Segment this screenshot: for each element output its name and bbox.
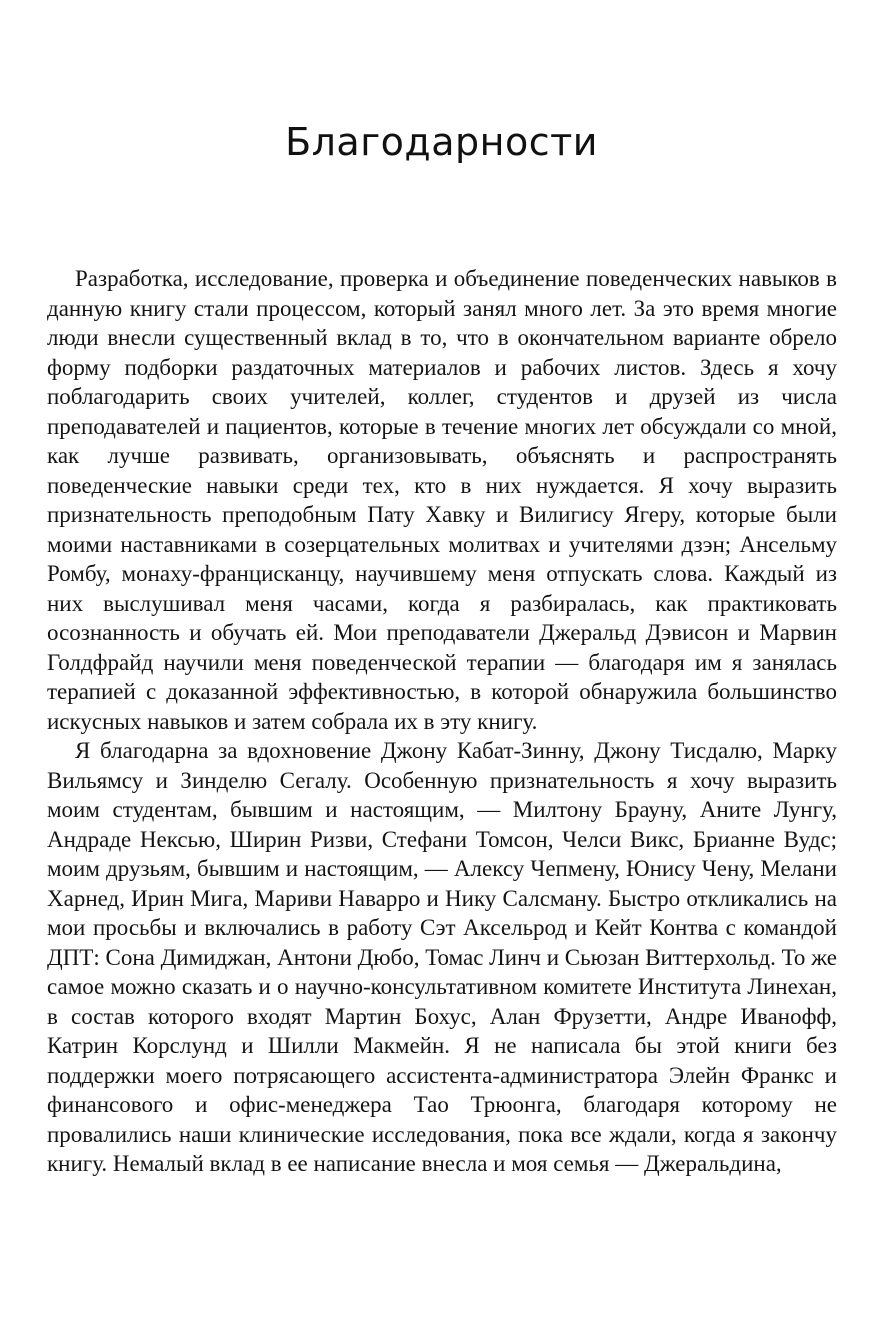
body-text [47, 264, 837, 1179]
paragraph-2: Я благодарна за вдохновение Джону Кабат-Зинну, Джону Тисдалю, Марку Вильямсу и Зинделю Сегалу. Особенную признательность я хочу выразить моим студентам, бывшим и настоящим, — Милтону Брауну, Аните Лунгу, Андраде Нексью, Ширин Ризви, Стефани Томсон, Челси Викс, Брианне Вудс; моим друзьям, бывшим и настоящим, — Алексу Чепмену, Юнису Чену, Мелани Харнед, Ирин Мига, Мариви Наварро и Нику Салсману. Быстро откликались на мои просьбы и включались в работу Сэт Аксельрод и Кейт Контва с командой ДПТ: Сона Димиджан, Антони Дюбо, Томас Линч и Сьюзан Виттерхольд. То же самое можно сказать и о научно-консультативном комитете Института Линехан, в состав которого входят Мартин Бохус, Алан Фрузетти, Андре Иванофф, Катрин Корслунд и Шилли Макмейн. Я не написала бы этой книги без поддержки моего потрясающего ассистента-администратора Элейн Франкс и финансового и офис-менеджера Тао Трюонга, благодаря которому не провалились наши клинические исследования, пока все ждали, когда я закончу книгу. Немалый вклад в ее написание внесла и моя семья — Джеральдина, [47, 738, 837, 1176]
paragraph-1: Разработка, исследование, проверка и объединение поведенческих навыков в данную книгу стали процессом, который занял много лет. За это время многие люди внесли существенный вклад в то, что в окончательном варианте обрело форму подборки раздаточных материалов и рабочих листов. Здесь я хочу поблагодарить своих учителей, коллег, студентов и друзей из числа преподавателей и пациентов, которые в течение многих лет обсуждали со мной, как лучше развивать, организовывать, объяснять и распространять поведенческие навыки среди тех, кто в них нуждается. Я хочу выразить признательность преподобным Пату Хавку и Вилигису Ягеру, которые были моими наставниками в созерцательных молитвах и учителями дзэн; Ансельму Ромбу, монаху-францисканцу, научившему меня отпускать слова. Каждый из них выслушивал меня часами, когда я разбиралась, как практиковать осознанность и обучать ей. Мои преподаватели Джеральд Дэвисон и Марвин Голдфрайд научили меня поведенческой терапии — благодаря им я занялась терапией с доказанной эффективностью, в которой обнаружила большинство искусных навыков и затем собрала их в эту книгу. [47, 266, 837, 734]
page-title: Благодарности [285, 120, 598, 164]
